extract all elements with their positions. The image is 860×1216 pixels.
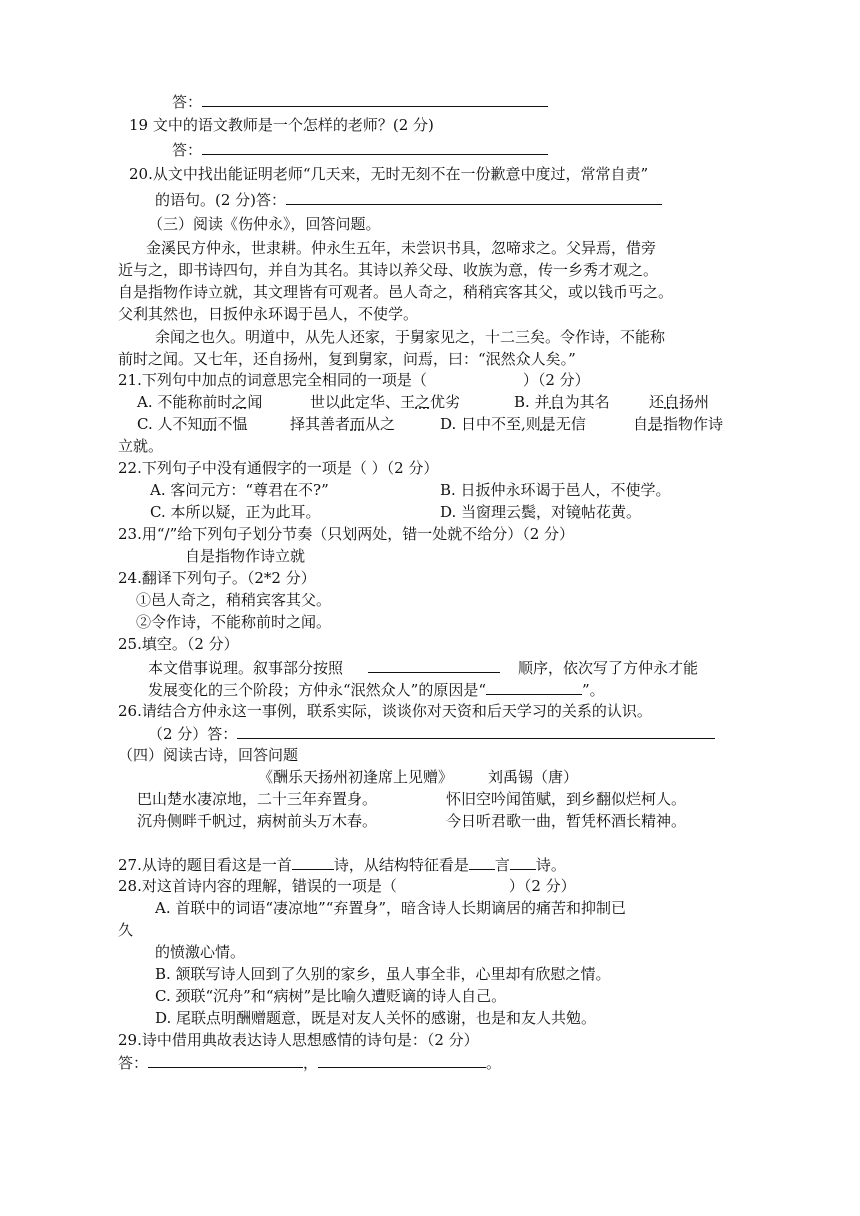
poem-author: 刘禹锡（唐） [488,768,579,786]
q28-option-a-cont: 的愤激心情。 [155,943,246,961]
dotted-word: 之 [232,393,248,411]
q21-option-c: C. 人不知而不愠 [137,415,248,433]
q24-item-2: ②令作诗，不能称前时之闻。 [136,613,332,631]
dotted-word: 而 [202,415,218,433]
q22-option-a: A. 客问元方：“尊君在不?” [150,481,329,499]
q22-question: 22.下列句子中没有通假字的一项是（ ）（2 分） [118,459,439,477]
poem-title: 《酬乐天扬州初逢席上见赠》 [258,768,454,786]
q22-option-b: B. 日扳仲永环谒于邑人，不使学。 [440,481,671,499]
q19-question: 19 文中的语文教师是一个怎样的老师？(2 分) [129,116,434,134]
answer-label: 答： [172,141,203,159]
fill-blank [510,854,536,870]
q22-option-c: C. 本所以疑，正为此耳。 [150,503,321,521]
q29-answer-line: 答： ， 。 [118,1054,502,1072]
passage-line: 自是指物作诗立就，其文理皆有可观者。邑人奇之，稍稍宾客其父，或以钱币丐之。 [118,283,674,301]
answer-label: 答： [118,1054,149,1072]
q21-option-b-2: 还自扬州 [649,393,710,411]
dotted-word: 之 [415,393,431,411]
q25-question: 25.填空。（2 分） [118,635,239,653]
section-3-heading: （三）阅读《伤仲永》，回答问题。 [148,215,381,233]
q24-item-1: ①邑人奇之，稍稍宾客其父。 [136,591,332,609]
passage-line: 父利其然也，日扳仲永环谒于邑人，不使学。 [118,305,419,323]
answer-blank [237,723,715,739]
q21-option-a-2: 世以此定华、王之优劣 [310,393,461,411]
passage-line: 前时之闻。又七年，还自扬州，复到舅家，问焉，曰：“泯然众人矣。” [118,350,576,368]
q21-option-c-2: 择其善者而从之 [290,415,396,433]
poem-line: 巴山楚水凄凉地，二十三年弃置身。 [137,790,378,808]
answer-blank [286,189,662,205]
answer-label: 的语句。(2 分)答： [155,191,287,209]
fill-blank [148,1052,303,1068]
passage-line: 近与之，即书诗四句，并自为其名。其诗以养父母、收族为意，传一乡秀才观之。 [118,261,659,279]
q21-option-b: B. 并自为其名 [514,393,610,411]
q20-question: 20.从文中找出能证明老师“几天来，无时无刻不在一份歉意中度过，常常自责” [129,165,649,183]
q26-answer-line [148,723,715,744]
passage-line: 金溪民方仲永，世隶耕。仲永生五年，未尝识书具，忽啼求之。父异焉，借旁 [146,239,657,257]
q28-option-b: B. 颔联写诗人回到了久别的家乡，虽人事全非，心里却有欣慰之情。 [155,965,611,983]
q28-option-a-cont: 久 [118,921,134,939]
dotted-word: 而 [350,415,366,433]
q28-option-d: D. 尾联点明酬赠题意，既是对友人关怀的感谢，也是和友人共勉。 [155,1009,597,1027]
q22-option-d: D. 当窗理云鬓，对镜帖花黄。 [440,503,642,521]
fill-blank [469,854,495,870]
q23-sentence: 自是指物作诗立就 [185,547,306,565]
fill-blank [368,657,500,673]
dotted-word: 自 [549,393,565,411]
passage-line: 余闻之也久。明道中，从先人还家，于舅家见之，十二三矣。令作诗，不能称 [155,328,666,346]
poem-line: 怀旧空吟闻笛赋，到乡翻似烂柯人。 [446,790,687,808]
q28-option-c: C. 颈联“沉舟”和“病树”是比喻久遭贬谪的诗人自己。 [155,987,507,1005]
q25-line-1: 本文借事说理。叙事部分按照 顺序，依次写了方仲永才能 [148,659,699,677]
q21-option-d: D. 日中不至,则是无信 [440,415,586,433]
q23-question: 23.用“/”给下列句子划分节奏（只划两处，错一处就不给分）（2 分） [118,525,575,543]
section-4-heading: （四）阅读古诗，回答问题 [118,746,299,764]
q21-option-a: A. 不能称前时之闻 [137,393,263,411]
poem-line: 今日听君歌一曲，暂凭杯酒长精神。 [446,812,687,830]
answer-blank [202,91,548,107]
answer-blank [202,139,548,155]
answer-label: 答： [172,93,203,111]
q29-question: 29.诗中借用典故表达诗人思想感情的诗句是：（2 分） [118,1031,479,1049]
dotted-word: 自 [664,393,680,411]
q21-option-d-2: 自是指物作诗 [633,415,724,433]
q18-answer-line [172,91,548,112]
q21-question: 21.下列句中加点的词意思完全相同的一项是（ ）（2 分） [118,371,590,389]
q21-option-d-cont: 立就。 [118,437,164,455]
dotted-word: 是 [648,415,664,433]
fill-blank [486,679,582,695]
q19-answer-line [172,139,548,160]
q20-answer-line [155,189,662,210]
q26-question: 26.请结合方仲永这一事例，联系实际，谈谈你对天资和后天学习的关系的认识。 [118,702,652,720]
dotted-word: 是 [540,415,556,433]
q27-question: 27.从诗的题目看这是一首 诗，从结构特征看是 言 诗。 [118,856,566,874]
q24-question: 24.翻译下列句子。（2*2 分） [118,569,316,587]
fill-blank [318,1052,486,1068]
q28-question: 28.对这首诗内容的理解，错误的一项是（ ）（2 分） [118,877,576,895]
poem-line: 沉舟侧畔千帆过，病树前头万木春。 [137,812,378,830]
fill-blank [292,854,334,870]
q28-option-a: A. 首联中的词语“凄凉地”“弃置身”，暗含诗人长期谪居的痛苦和抑制已 [155,899,627,917]
answer-label: （2 分）答： [148,725,238,743]
q25-line-2: 发展变化的三个阶段；方仲永“泯然众人”的原因是“ ”。 [148,681,605,699]
